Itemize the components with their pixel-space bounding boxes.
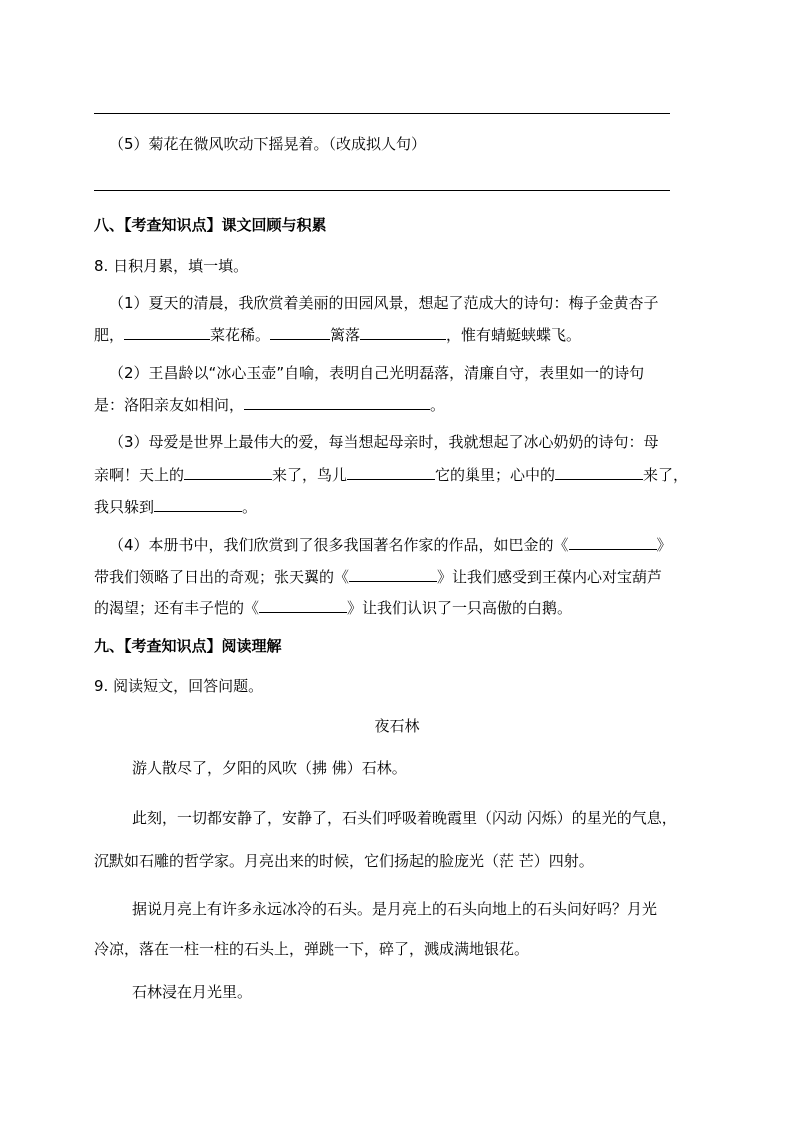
q8-item4-line2 bbox=[94, 567, 714, 587]
q8-item3-line3 bbox=[94, 497, 714, 517]
text: 。 bbox=[430, 396, 446, 414]
fill-blank[interactable] bbox=[360, 325, 446, 340]
fill-blank[interactable] bbox=[569, 535, 657, 550]
passage-paragraph-2-line1: 此刻，一切都安静了，安静了，石头们呼吸着晚霞里（闪动 闪烁）的星光的气息， bbox=[132, 809, 677, 827]
answer-line[interactable] bbox=[94, 190, 670, 191]
text: 亲啊！天上的 bbox=[94, 466, 185, 484]
text: 的渴望；还有丰子恺的《 bbox=[94, 599, 260, 617]
text: 是：洛阳亲友如相问， bbox=[94, 396, 245, 414]
q8-item2-line1: （2）王昌龄以“冰心玉壶”自喻，表明自己光明磊落，清廉自守，表里如一的诗句 bbox=[109, 364, 645, 382]
q8-item3-line1: （3）母爱是世界上最伟大的爱，每当想起母亲时，我就想起了冰心奶奶的诗句：母 bbox=[109, 433, 659, 451]
fill-blank[interactable] bbox=[270, 325, 330, 340]
q9-prompt: 9. 阅读短文，回答问题。 bbox=[94, 677, 264, 695]
passage-paragraph-3-line2: 冷凉，落在一柱一柱的石头上，弹跳一下，碎了，溅成满地银花。 bbox=[94, 940, 530, 958]
text: 带我们领略了日出的奇观；张天翼的《 bbox=[94, 568, 350, 586]
text: 》让我们认识了一只高傲的白鹅。 bbox=[347, 599, 573, 617]
section8-title: 八、【考查知识点】课文回顾与积累 bbox=[94, 216, 327, 234]
fill-blank[interactable] bbox=[184, 465, 272, 480]
text: 我只躲到 bbox=[94, 498, 155, 516]
passage-paragraph-4: 石林浸在月光里。 bbox=[132, 983, 253, 1001]
q8-item2-line2 bbox=[94, 395, 714, 415]
fill-blank[interactable] bbox=[124, 325, 210, 340]
text: ，惟有蜻蜓蛱蝶飞。 bbox=[446, 326, 582, 344]
text: 它的巢里；心中的 bbox=[435, 466, 556, 484]
section9-title: 九、【考查知识点】阅读理解 bbox=[94, 637, 282, 655]
text: （4）本册书中，我们欣赏到了很多我国著名作家的作品，如巴金的《 bbox=[109, 536, 569, 554]
passage-paragraph-2-line2: 沉默如石雕的哲学家。月亮出来的时候，它们扬起的脸庞光（茫 芒）四射。 bbox=[94, 852, 594, 870]
text: 肥， bbox=[94, 326, 125, 344]
text: 。 bbox=[242, 498, 258, 516]
text: 》让我们感受到王葆内心对宝葫芦 bbox=[437, 568, 663, 586]
fill-blank[interactable] bbox=[154, 497, 242, 512]
fill-blank[interactable] bbox=[555, 465, 643, 480]
q8-item4-line3 bbox=[94, 598, 714, 618]
text: 》 bbox=[656, 536, 672, 554]
text: 菜花稀。 bbox=[210, 326, 271, 344]
q8-item1-line2 bbox=[94, 325, 714, 345]
text: 来了， bbox=[643, 466, 689, 484]
fill-blank[interactable] bbox=[244, 395, 430, 410]
fill-blank[interactable] bbox=[349, 567, 437, 582]
passage-paragraph-1: 游人散尽了，夕阳的风吹（拂 佛）石林。 bbox=[132, 759, 407, 777]
fill-blank[interactable] bbox=[347, 465, 435, 480]
q8-item4-line1 bbox=[109, 535, 729, 555]
fill-blank[interactable] bbox=[259, 598, 347, 613]
q8-prompt: 8. 日积月累，填一填。 bbox=[94, 257, 249, 275]
passage-paragraph-3-line1: 据说月亮上有许多永远冰冷的石头。是月亮上的石头向地上的石头问好吗？月光 bbox=[132, 900, 658, 918]
answer-line[interactable] bbox=[94, 113, 670, 114]
q8-item1-line1: （1）夏天的清晨，我欣赏着美丽的田园风景，想起了范成大的诗句：梅子金黄杏子 bbox=[109, 294, 659, 312]
text: 篱落 bbox=[330, 326, 361, 344]
passage-title: 夜石林 bbox=[374, 717, 420, 735]
q8-item3-line2 bbox=[94, 465, 714, 485]
text: 来了，鸟儿 bbox=[272, 466, 348, 484]
q7-item5: （5）菊花在微风吹动下摇晃着。（改成拟人句） bbox=[109, 135, 427, 153]
